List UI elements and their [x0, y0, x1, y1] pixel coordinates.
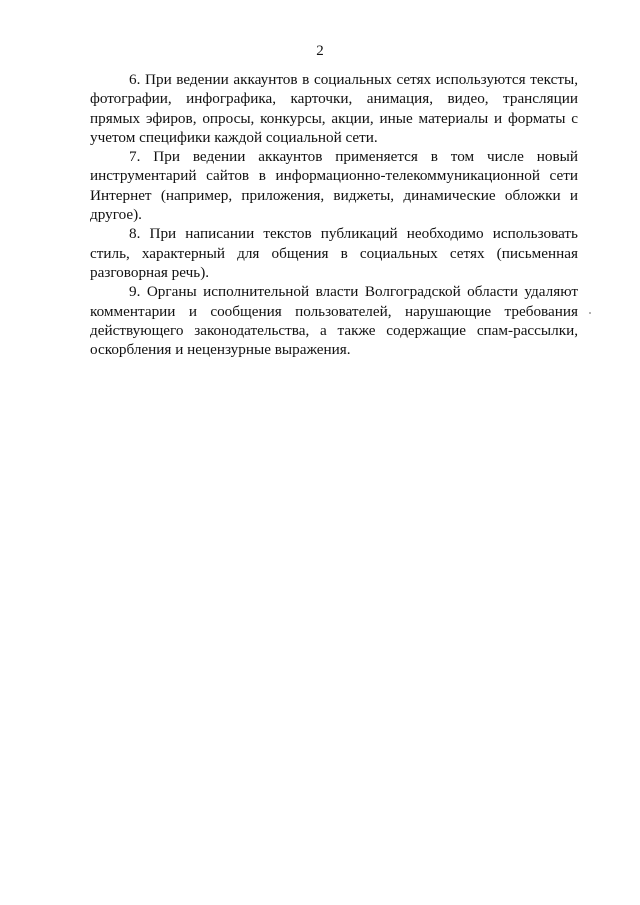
paragraph-9: 9. Органы исполнительной власти Волгоградской области удаляют комментарии и сообщения пользователей, нарушающие требования действующего законодательства, а также содержащие спам-рассылки, оскорбления и нецензурные выражения. — [90, 283, 578, 359]
document-body — [90, 70, 578, 359]
paragraph-6: 6. При ведении аккаунтов в социальных сетях используются тексты, фотографии, инфографика, карточки, анимация, видео, трансляции прямых эфиров, опросы, конкурсы, акции, иные материалы и форматы с учетом специфики каждой социальной сети. — [90, 71, 578, 146]
scan-speck — [589, 312, 591, 314]
paragraph-7: 7. При ведении аккаунтов применяется в том числе новый инструментарий сайтов в информационно-телекоммуникационной сети Интернет (например, приложения, виджеты, динамические обложки и другое). — [90, 148, 578, 224]
page-number: 2 — [316, 43, 324, 59]
paragraph-8: 8. При написании текстов публикаций необходимо использовать стиль, характерный для общения в социальных сетях (письменная разговорная речь). — [90, 225, 578, 281]
